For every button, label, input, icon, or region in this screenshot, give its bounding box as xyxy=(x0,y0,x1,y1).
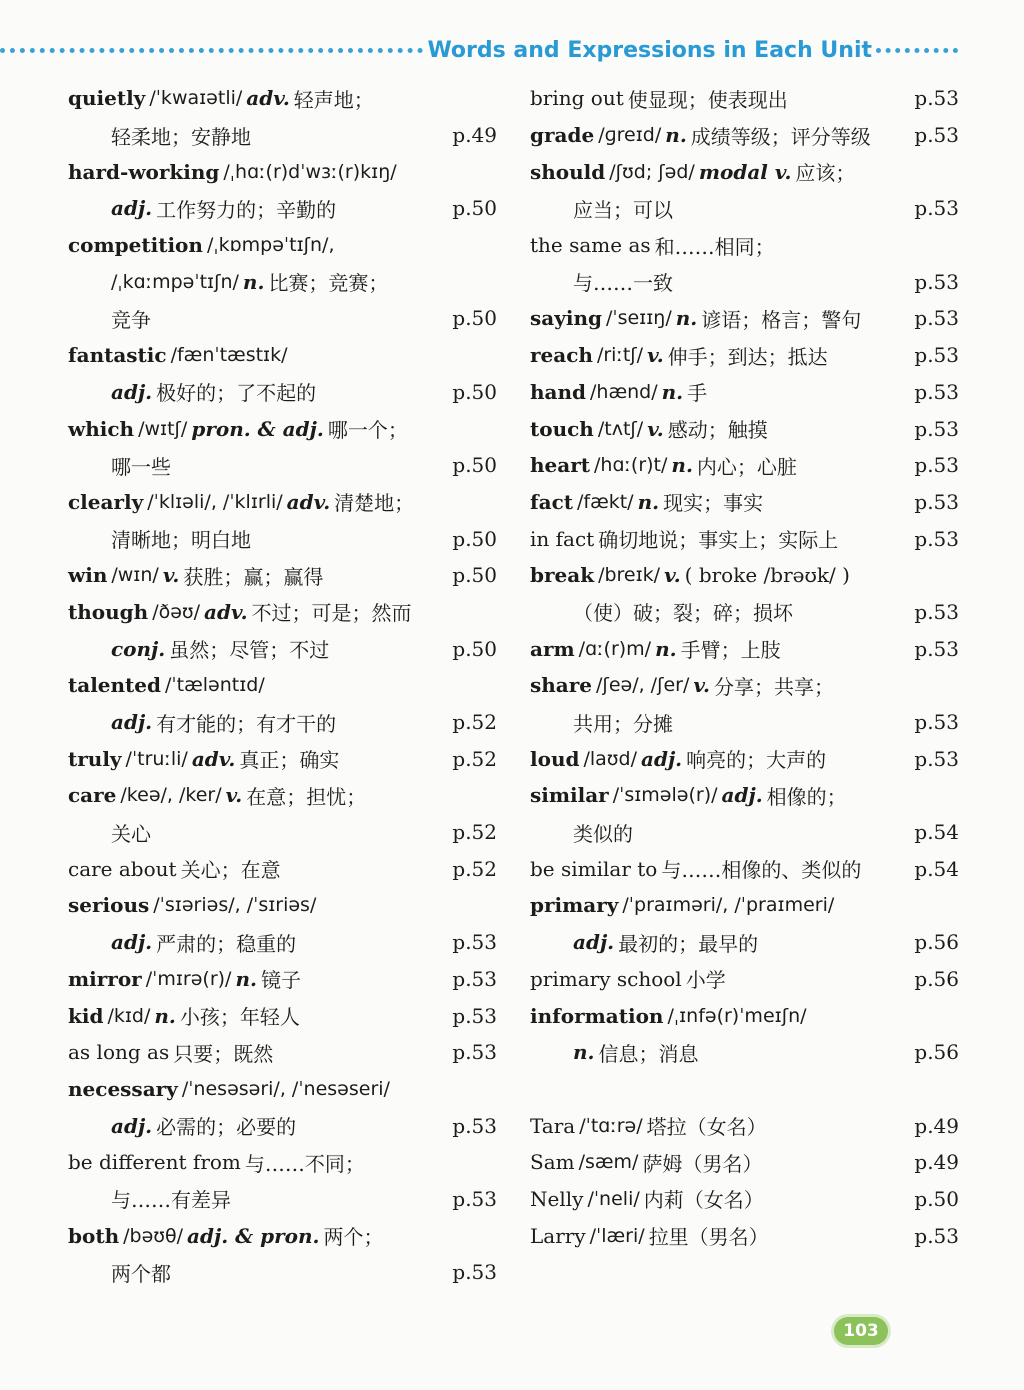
glossary-line xyxy=(530,814,962,851)
headword: which xyxy=(68,416,135,441)
pronunciation: /riːtʃ/ xyxy=(596,344,644,367)
definition: 工作努力的；辛勤的 xyxy=(156,197,337,222)
definition: the same as xyxy=(530,233,651,258)
definition: 两个都 xyxy=(111,1261,171,1286)
definition: 有才能的；有才干的 xyxy=(156,711,337,736)
definition: 现实；事实 xyxy=(663,491,764,516)
glossary-line xyxy=(530,777,962,814)
part-of-speech: n. xyxy=(671,453,693,478)
glossary-line xyxy=(530,630,962,667)
headword: saying xyxy=(530,306,602,331)
part-of-speech: adv. xyxy=(286,489,331,514)
definition: 和……相同； xyxy=(654,234,775,259)
pronunciation: /ˈneli/ xyxy=(587,1187,640,1210)
headword: primary xyxy=(530,893,619,918)
definition: 不过；可是；然而 xyxy=(251,601,412,626)
page-reference: p.50 xyxy=(452,306,497,331)
headword: similar xyxy=(530,783,609,808)
definition: 内莉（女名） xyxy=(643,1188,764,1213)
glossary-line xyxy=(530,153,962,190)
pronunciation: /ˈtruːli/ xyxy=(125,747,188,770)
headword: mirror xyxy=(68,966,142,991)
pronunciation: /hænd/ xyxy=(590,380,658,403)
part-of-speech: n. xyxy=(242,269,265,294)
definition: 萨姆（男名） xyxy=(642,1151,763,1176)
glossary-line xyxy=(530,997,962,1034)
headword: touch xyxy=(530,416,594,441)
glossary-line xyxy=(68,740,500,777)
part-of-speech: adv. xyxy=(246,86,290,111)
part-of-speech: adv. xyxy=(191,746,236,771)
definition: in fact xyxy=(530,526,595,551)
pronunciation: /ˌhɑː(r)dˈwɜː(r)kɪŋ/ xyxy=(223,160,397,183)
page-reference: p.53 xyxy=(452,1003,497,1028)
pronunciation: /ɑː(r)m/ xyxy=(578,637,652,660)
pronunciation: /ˈsɪmələ(r)/ xyxy=(612,784,718,807)
glossary-line xyxy=(68,447,500,484)
glossary-line xyxy=(68,961,500,998)
header-dots-left xyxy=(0,48,423,53)
glossary-line xyxy=(68,1181,500,1218)
glossary-line xyxy=(68,80,500,117)
glossary-line xyxy=(68,263,500,300)
pronunciation: /ˈklɪəli/, /ˈklɪrli/ xyxy=(147,490,283,513)
definition: be different from xyxy=(68,1150,241,1175)
glossary-line xyxy=(68,667,500,704)
page-reference: p.53 xyxy=(452,1113,497,1138)
page-reference: p.50 xyxy=(452,196,497,221)
pronunciation: /kɪd/ xyxy=(107,1004,151,1027)
page-reference: p.53 xyxy=(452,1260,497,1285)
headword: heart xyxy=(530,453,590,478)
page-reference: p.53 xyxy=(914,710,959,735)
pronunciation: /ˌkɑːmpəˈtɪʃn/ xyxy=(111,270,239,293)
part-of-speech: adj. xyxy=(111,710,153,735)
glossary-line xyxy=(68,557,500,594)
glossary-line xyxy=(68,227,500,264)
definition: 严肃的；稳重的 xyxy=(156,931,297,956)
headword: though xyxy=(68,599,149,624)
page-reference: p.53 xyxy=(914,343,959,368)
part-of-speech: adj. xyxy=(111,379,153,404)
pronunciation: /wɪn/ xyxy=(111,564,159,587)
page-reference: p.53 xyxy=(914,306,959,331)
definition: 应当；可以 xyxy=(573,197,673,222)
pronunciation: /ˈmɪrə(r)/ xyxy=(145,967,232,990)
page-reference: p.52 xyxy=(452,710,497,735)
headword: reach xyxy=(530,343,593,368)
definition: 真正；确实 xyxy=(239,748,340,773)
glossary-line xyxy=(68,1107,500,1144)
page-reference: p.49 xyxy=(914,1113,959,1138)
glossary-line xyxy=(68,1217,500,1254)
page-reference: p.52 xyxy=(452,856,497,881)
glossary-line xyxy=(530,337,962,374)
pronunciation: /ˈsɪəriəs/, /ˈsɪriəs/ xyxy=(153,894,317,917)
page-reference: p.53 xyxy=(452,1186,497,1211)
definition: 与……一致 xyxy=(573,271,673,296)
page-reference: p.49 xyxy=(914,1150,959,1175)
page-reference: p.56 xyxy=(914,966,959,991)
glossary-line xyxy=(530,117,962,154)
part-of-speech: n. xyxy=(573,1040,595,1065)
definition: Nelly xyxy=(530,1186,584,1211)
definition: 小学 xyxy=(685,968,726,993)
glossary-line xyxy=(530,374,962,411)
pronunciation: /ðəʊ/ xyxy=(152,600,201,623)
definition: 只要；既然 xyxy=(173,1041,274,1066)
pronunciation: /hɑː(r)t/ xyxy=(594,454,668,477)
definition: 确切地说；事实上；实际上 xyxy=(598,528,839,553)
definition: 比赛；竞赛； xyxy=(268,271,389,296)
definition: 成绩等级；评分等级 xyxy=(690,124,871,149)
headword: necessary xyxy=(68,1076,178,1101)
glossary-line xyxy=(68,850,500,887)
definition: 相像的； xyxy=(766,784,847,809)
page-reference: p.50 xyxy=(452,526,497,551)
glossary-line xyxy=(530,887,962,924)
definition: （使）破；裂；碎；损坏 xyxy=(573,601,793,626)
section-header xyxy=(0,34,958,66)
glossary-line xyxy=(68,117,500,154)
headword: hard-working xyxy=(68,159,220,184)
glossary-line xyxy=(530,740,962,777)
glossary-line xyxy=(530,520,962,557)
headword: fantastic xyxy=(68,343,167,368)
headword: win xyxy=(68,563,108,588)
glossary-line xyxy=(530,594,962,631)
definition: 与……相像的、类似的 xyxy=(661,858,862,883)
glossary-line xyxy=(530,704,962,741)
part-of-speech: adv. xyxy=(204,599,248,624)
pronunciation: /ˈkwaɪətli/ xyxy=(149,87,243,110)
glossary-line xyxy=(530,447,962,484)
page-reference: p.53 xyxy=(914,599,959,624)
page-reference: p.49 xyxy=(452,123,497,148)
definition: 极好的；了不起的 xyxy=(156,381,317,406)
definition: 竞争 xyxy=(111,307,151,332)
part-of-speech: adj. xyxy=(111,196,153,221)
page-reference: p.53 xyxy=(914,379,959,404)
glossary-line xyxy=(68,410,500,447)
pronunciation: /keə/, /ker/ xyxy=(120,784,222,807)
definition: 关心；在意 xyxy=(180,858,281,883)
definition: 虽然；尽管；不过 xyxy=(169,638,330,663)
pronunciation: /ˈtæləntɪd/ xyxy=(165,674,265,697)
glossary-line xyxy=(68,777,500,814)
definition: 哪一个； xyxy=(327,418,408,443)
page-reference: p.53 xyxy=(914,453,959,478)
definition: 手臂；上肢 xyxy=(680,638,781,663)
glossary-line xyxy=(68,924,500,961)
glossary-line xyxy=(68,1144,500,1181)
pronunciation: /ʃʊd; ʃəd/ xyxy=(609,160,695,183)
pronunciation: /ɡreɪd/ xyxy=(598,124,662,147)
part-of-speech: n. xyxy=(655,636,677,661)
glossary-line xyxy=(68,704,500,741)
pronunciation: /ˈseɪɪŋ/ xyxy=(605,307,672,330)
glossary-line xyxy=(68,814,500,851)
pronunciation: /tʌtʃ/ xyxy=(597,417,644,440)
glossary-line xyxy=(530,667,962,704)
definition: 使显现；使表现出 xyxy=(627,87,788,112)
part-of-speech: n. xyxy=(675,306,698,331)
part-of-speech: adj. xyxy=(641,746,683,771)
part-of-speech: n. xyxy=(235,966,257,991)
definition: Tara xyxy=(530,1113,576,1138)
page-reference: p.50 xyxy=(452,636,497,661)
part-of-speech: pron. & adj. xyxy=(191,416,324,441)
glossary-line xyxy=(530,263,962,300)
pronunciation: /ˈtɑːrə/ xyxy=(579,1114,643,1137)
pronunciation: /wɪtʃ/ xyxy=(138,417,188,440)
headword: grade xyxy=(530,123,595,148)
glossary-line xyxy=(530,190,962,227)
definition: 应该； xyxy=(795,161,856,186)
definition: 手 xyxy=(687,381,708,406)
page-reference: p.52 xyxy=(452,820,497,845)
headword: information xyxy=(530,1003,664,1028)
glossary-line xyxy=(68,374,500,411)
definition: as long as xyxy=(68,1040,170,1065)
definition: 谚语；格言；警句 xyxy=(701,307,862,332)
pronunciation: /ʃeə/, /ʃer/ xyxy=(596,674,690,697)
glossary-line xyxy=(68,1071,500,1108)
pronunciation: /sæm/ xyxy=(578,1151,639,1174)
part-of-speech: adj. & pron. xyxy=(187,1223,320,1248)
part-of-speech: adj. xyxy=(721,783,763,808)
part-of-speech: adj. xyxy=(111,930,153,955)
glossary-line xyxy=(530,1181,962,1218)
page-reference: p.56 xyxy=(914,1040,959,1065)
page-reference: p.53 xyxy=(914,526,959,551)
pronunciation: /fækt/ xyxy=(576,490,634,513)
definition: 清晰地；明白地 xyxy=(111,528,251,553)
pronunciation: /ˈlæri/ xyxy=(589,1224,645,1247)
part-of-speech: n. xyxy=(154,1003,176,1028)
glossary-line xyxy=(530,410,962,447)
part-of-speech: v. xyxy=(693,673,710,698)
glossary-line xyxy=(68,484,500,521)
pronunciation: /ˈnesəsəri/, /ˈnesəseri/ xyxy=(181,1077,390,1100)
page-reference: p.50 xyxy=(452,453,497,478)
pronunciation: /ˌkɒmpəˈtɪʃn/, xyxy=(206,234,335,257)
definition: 共用；分摊 xyxy=(573,711,673,736)
headword: should xyxy=(530,159,606,184)
page-number-badge: 103 xyxy=(834,1317,888,1345)
part-of-speech: v. xyxy=(647,343,664,368)
definition: 在意；担忧； xyxy=(246,784,367,809)
definition: ( broke /brəʊk/ ) xyxy=(684,563,850,588)
definition: be similar to xyxy=(530,856,658,881)
page-reference: p.52 xyxy=(452,746,497,771)
glossary-line xyxy=(530,1144,962,1181)
definition: 获胜；赢；赢得 xyxy=(183,564,324,589)
headword: serious xyxy=(68,893,150,918)
page-reference: p.53 xyxy=(914,123,959,148)
glossary-line xyxy=(68,594,500,631)
glossary-line xyxy=(68,887,500,924)
page-reference: p.56 xyxy=(914,930,959,955)
page-reference: p.53 xyxy=(914,489,959,514)
headword: kid xyxy=(68,1003,104,1028)
glossary-line xyxy=(68,1034,500,1071)
pronunciation: /laʊd/ xyxy=(583,747,637,770)
page-reference: p.50 xyxy=(452,563,497,588)
definition: 轻声地； xyxy=(293,87,374,112)
definition: 与……有差异 xyxy=(111,1188,231,1213)
blank-line xyxy=(530,1071,962,1108)
definition: Sam xyxy=(530,1150,575,1175)
definition: 关心 xyxy=(111,821,151,846)
definition: 必需的；必要的 xyxy=(156,1115,297,1140)
glossary-line xyxy=(68,190,500,227)
page-reference: p.54 xyxy=(914,820,959,845)
definition: 内心；心脏 xyxy=(696,454,797,479)
page-reference: p.50 xyxy=(452,379,497,404)
definition: 拉里（男名） xyxy=(648,1225,769,1250)
page-reference: p.53 xyxy=(914,269,959,294)
glossary-line xyxy=(530,557,962,594)
part-of-speech: adj. xyxy=(573,930,615,955)
definition: 哪一些 xyxy=(111,454,171,479)
definition: 小孩；年轻人 xyxy=(179,1005,300,1030)
glossary-line xyxy=(68,520,500,557)
glossary-line xyxy=(530,1107,962,1144)
headword: competition xyxy=(68,233,203,258)
glossary-line xyxy=(530,1034,962,1071)
definition: 分享；共享； xyxy=(713,674,834,699)
headword: fact xyxy=(530,489,573,514)
part-of-speech: n. xyxy=(665,123,687,148)
part-of-speech: n. xyxy=(637,489,660,514)
glossary-line xyxy=(68,1254,500,1291)
glossary-line xyxy=(530,227,962,264)
headword: loud xyxy=(530,746,580,771)
page-reference: p.53 xyxy=(452,930,497,955)
definition: 镜子 xyxy=(260,968,301,993)
glossary-line xyxy=(530,961,962,998)
pronunciation: /ˌɪnfə(r)ˈmeɪʃn/ xyxy=(667,1004,807,1027)
part-of-speech: conj. xyxy=(111,636,166,661)
headword: break xyxy=(530,563,595,588)
page-reference: p.53 xyxy=(914,1223,959,1248)
glossary-line xyxy=(530,80,962,117)
pronunciation: /fænˈtæstɪk/ xyxy=(170,344,288,367)
definition: care about xyxy=(68,856,177,881)
headword: hand xyxy=(530,379,587,404)
headword: quietly xyxy=(68,86,146,111)
definition: 感动；触摸 xyxy=(667,418,768,443)
headword: both xyxy=(68,1223,120,1248)
part-of-speech: adj. xyxy=(111,1113,153,1138)
headword: clearly xyxy=(68,489,144,514)
glossary-line xyxy=(68,630,500,667)
glossary-line xyxy=(530,924,962,961)
glossary-line xyxy=(68,300,500,337)
definition: 类似的 xyxy=(573,821,633,846)
glossary-line xyxy=(530,300,962,337)
part-of-speech: v. xyxy=(162,563,180,588)
headword: share xyxy=(530,673,593,698)
headword: talented xyxy=(68,673,162,698)
definition: 轻柔地；安静地 xyxy=(111,124,251,149)
page-title: Words and Expressions in Each Unit xyxy=(427,37,872,63)
part-of-speech: modal v. xyxy=(698,159,792,184)
page-reference: p.53 xyxy=(914,196,959,221)
glossary-line xyxy=(68,997,500,1034)
definition: 清楚地； xyxy=(334,491,415,516)
page-reference: p.53 xyxy=(452,966,497,991)
definition: 两个； xyxy=(323,1225,384,1250)
pronunciation: /breɪk/ xyxy=(598,564,661,587)
headword: care xyxy=(68,783,117,808)
part-of-speech: n. xyxy=(661,379,684,404)
definition: 信息；消息 xyxy=(598,1041,699,1066)
definition: 塔拉（女名） xyxy=(646,1115,767,1140)
page-reference: p.53 xyxy=(914,746,959,771)
definition: bring out xyxy=(530,86,624,111)
page-reference: p.54 xyxy=(914,856,959,881)
glossary-line xyxy=(68,153,500,190)
definition: Larry xyxy=(530,1223,586,1248)
pronunciation: /ˈpraɪməri/, /ˈpraɪmeri/ xyxy=(622,894,835,917)
glossary-line xyxy=(68,337,500,374)
headword: truly xyxy=(68,746,122,771)
page-reference: p.53 xyxy=(914,86,959,111)
page-reference: p.50 xyxy=(914,1186,959,1211)
page-reference: p.53 xyxy=(914,416,959,441)
left-word-column xyxy=(68,80,500,1291)
definition: 与……不同； xyxy=(244,1151,365,1176)
glossary-line xyxy=(530,484,962,521)
glossary-line xyxy=(530,1217,962,1254)
page-reference: p.53 xyxy=(452,1040,497,1065)
right-word-column xyxy=(530,80,962,1254)
definition: primary school xyxy=(530,966,682,991)
page-reference: p.53 xyxy=(914,636,959,661)
headword: arm xyxy=(530,636,575,661)
header-dots-right xyxy=(876,48,958,53)
definition: 伸手；到达；抵达 xyxy=(667,344,828,369)
pronunciation: /bəʊθ/ xyxy=(123,1224,184,1247)
glossary-line xyxy=(530,850,962,887)
definition: 最初的；最早的 xyxy=(618,931,759,956)
part-of-speech: v. xyxy=(664,563,681,588)
definition: 响亮的；大声的 xyxy=(686,748,827,773)
part-of-speech: v. xyxy=(647,416,664,441)
part-of-speech: v. xyxy=(225,783,243,808)
